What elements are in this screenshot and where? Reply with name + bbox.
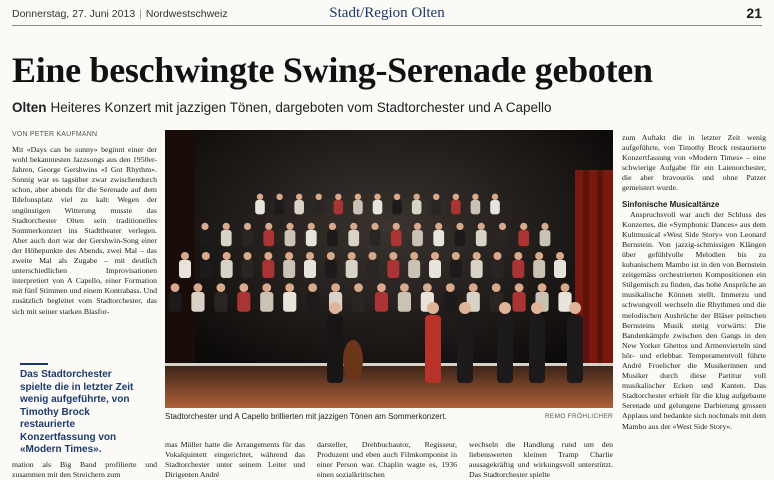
subheadline-place: Olten [12,100,47,115]
byline: VON PETER KAUFMANN [12,131,98,138]
article-paragraph: mas Müller hatte die Arrangements für das Vokalquintett eingerichtet, während das Stadtorchester unter seinem Leiter und Dirigenten André [165,440,305,480]
article-column-3 [317,440,457,480]
article-column-1-continued [12,460,157,480]
article-paragraph: zum Auftakt die in letzter Zeit wenig aufgeführte, von Timothy Brock restaurierte Konzertfassung von «Modern Times» – eine schwierige Aufgabe für ein Laienorchester, die aber bravourös und ohne Patzer gemeistert wurde. [622,133,766,193]
headline: Eine beschwingte Swing-Serenade geboten [12,50,653,90]
header-divider [12,25,762,26]
header-separator: | [139,8,142,20]
header-edition: Nordwestschweiz [145,8,228,20]
article-paragraph: Mit «Days can be sunny» beginnt einer der wohl bekanntesten Jazzsongs aus den 1950er-Jahren, George Gershwins «I Got Rhythm». Sonnig war es tagsüber zwar zwischendurch schon, aber abends für die Serenade auf dem Ildefonsplatz viel zu kalt: Wegen der ungünstigen Witterung musste das Stadtorchester Olten sein traditionelles Sommerkonzert ins Stadttheater verlegen. Aber auch dort war der Gershwin-Song einer der Höhepunkte des Abends, zwei Mal – das zweite Mal als Zugabe – mit deutlich unterschiedlichen Improvisationen interpretiert von A Capello, einer Formation mit fünf Stimmen und einem Kontrabass. Und zusätzlich begleitet vom Stadtorchester, das sich mit seiner starken Blasfor- [12,145,157,316]
concert-photo [165,130,613,408]
pull-quote-text: Das Stadtorchester spielte die in letzter Zeit wenig aufgeführte, von Timothy Brock restaurierte Konzertfassung von «Modern Times». [20,369,134,455]
pull-quote [20,363,140,457]
article-paragraph: mation als Big Band profilierte und zusammen mit den Streichern zum [12,460,157,480]
article-column-1 [12,145,157,317]
article-paragraph: wechseln die Handlung rund um den liebenswerten kleinen Tramp Charlie aussagekräftig und wirkungsvoll unterstützt. Das Stadtorchester spielte [469,440,613,480]
double-bass-shape [343,340,363,380]
header-date: Donnerstag, 27. Juni 2013 [12,8,136,20]
article-column-right [622,133,766,432]
subheadline-text: Heiteres Konzert mit jazzigen Tönen, dargeboten vom Stadtorchester und A Capello [50,100,552,115]
subheadline [12,100,552,115]
pull-quote-rule [20,363,48,365]
section-title: Stadt/Region Olten [329,5,445,21]
article-paragraph: darsteller, Drehbuchautor, Regisseur, Produzent und eben auch Filmkomponist in einer Person war. Chaplin wagte es, 1936 einen sozialkritischen [317,440,457,480]
article-paragraph: Anspruchsvoll war auch der Schluss des Konzertes, die «Symphonic Dances» aus dem Kultmusical «West Side Story» von Leonard Bernstein. Von jazzig-schmissigen Klängen über gefühlvolle Melodien bis zu kubanischem Mambo ist in den von Bernstein zeitgemäss orchestrierten Kompositionen ein Stilgemisch zu finden, das hohe Ansprüche an musikalische Können stellt. Immerzu und schwungvoll wechseln die Rhythmen und die melodischen Ausbrüche der Bläser peitschen Bernsteins Musik stetig vorwärts: Die Bandenkämpfe zwischen den Gangs in den New Yorker Ghettos und Armenvierteln sind hör- und erlebbar. Temperamentvoll führte André Froelicher die Musikerinnen und Musiker durch diese Partitur voll musikalischer Ecken und Kanten. Das Stadtorchester erhielt für die klug aufgebaute Serenade und gelungene Darbietung grossen Applaus und bedankte sich nochmals mit dem Mambo aus der «West Side Story». [622,209,766,431]
photo-caption: Stadtorchester und A Capello brillierten mit jazzigen Tönen am Sommerkonzert. [165,412,447,421]
article-column-4 [469,440,613,480]
photo-credit: REMO FRÖHLICHER [544,413,613,420]
article-column-2 [165,440,305,480]
section-subheading: Sinfonische Musicaltänze [622,199,720,209]
concert-photo-illustration [165,130,613,408]
page-number: 21 [746,5,762,21]
